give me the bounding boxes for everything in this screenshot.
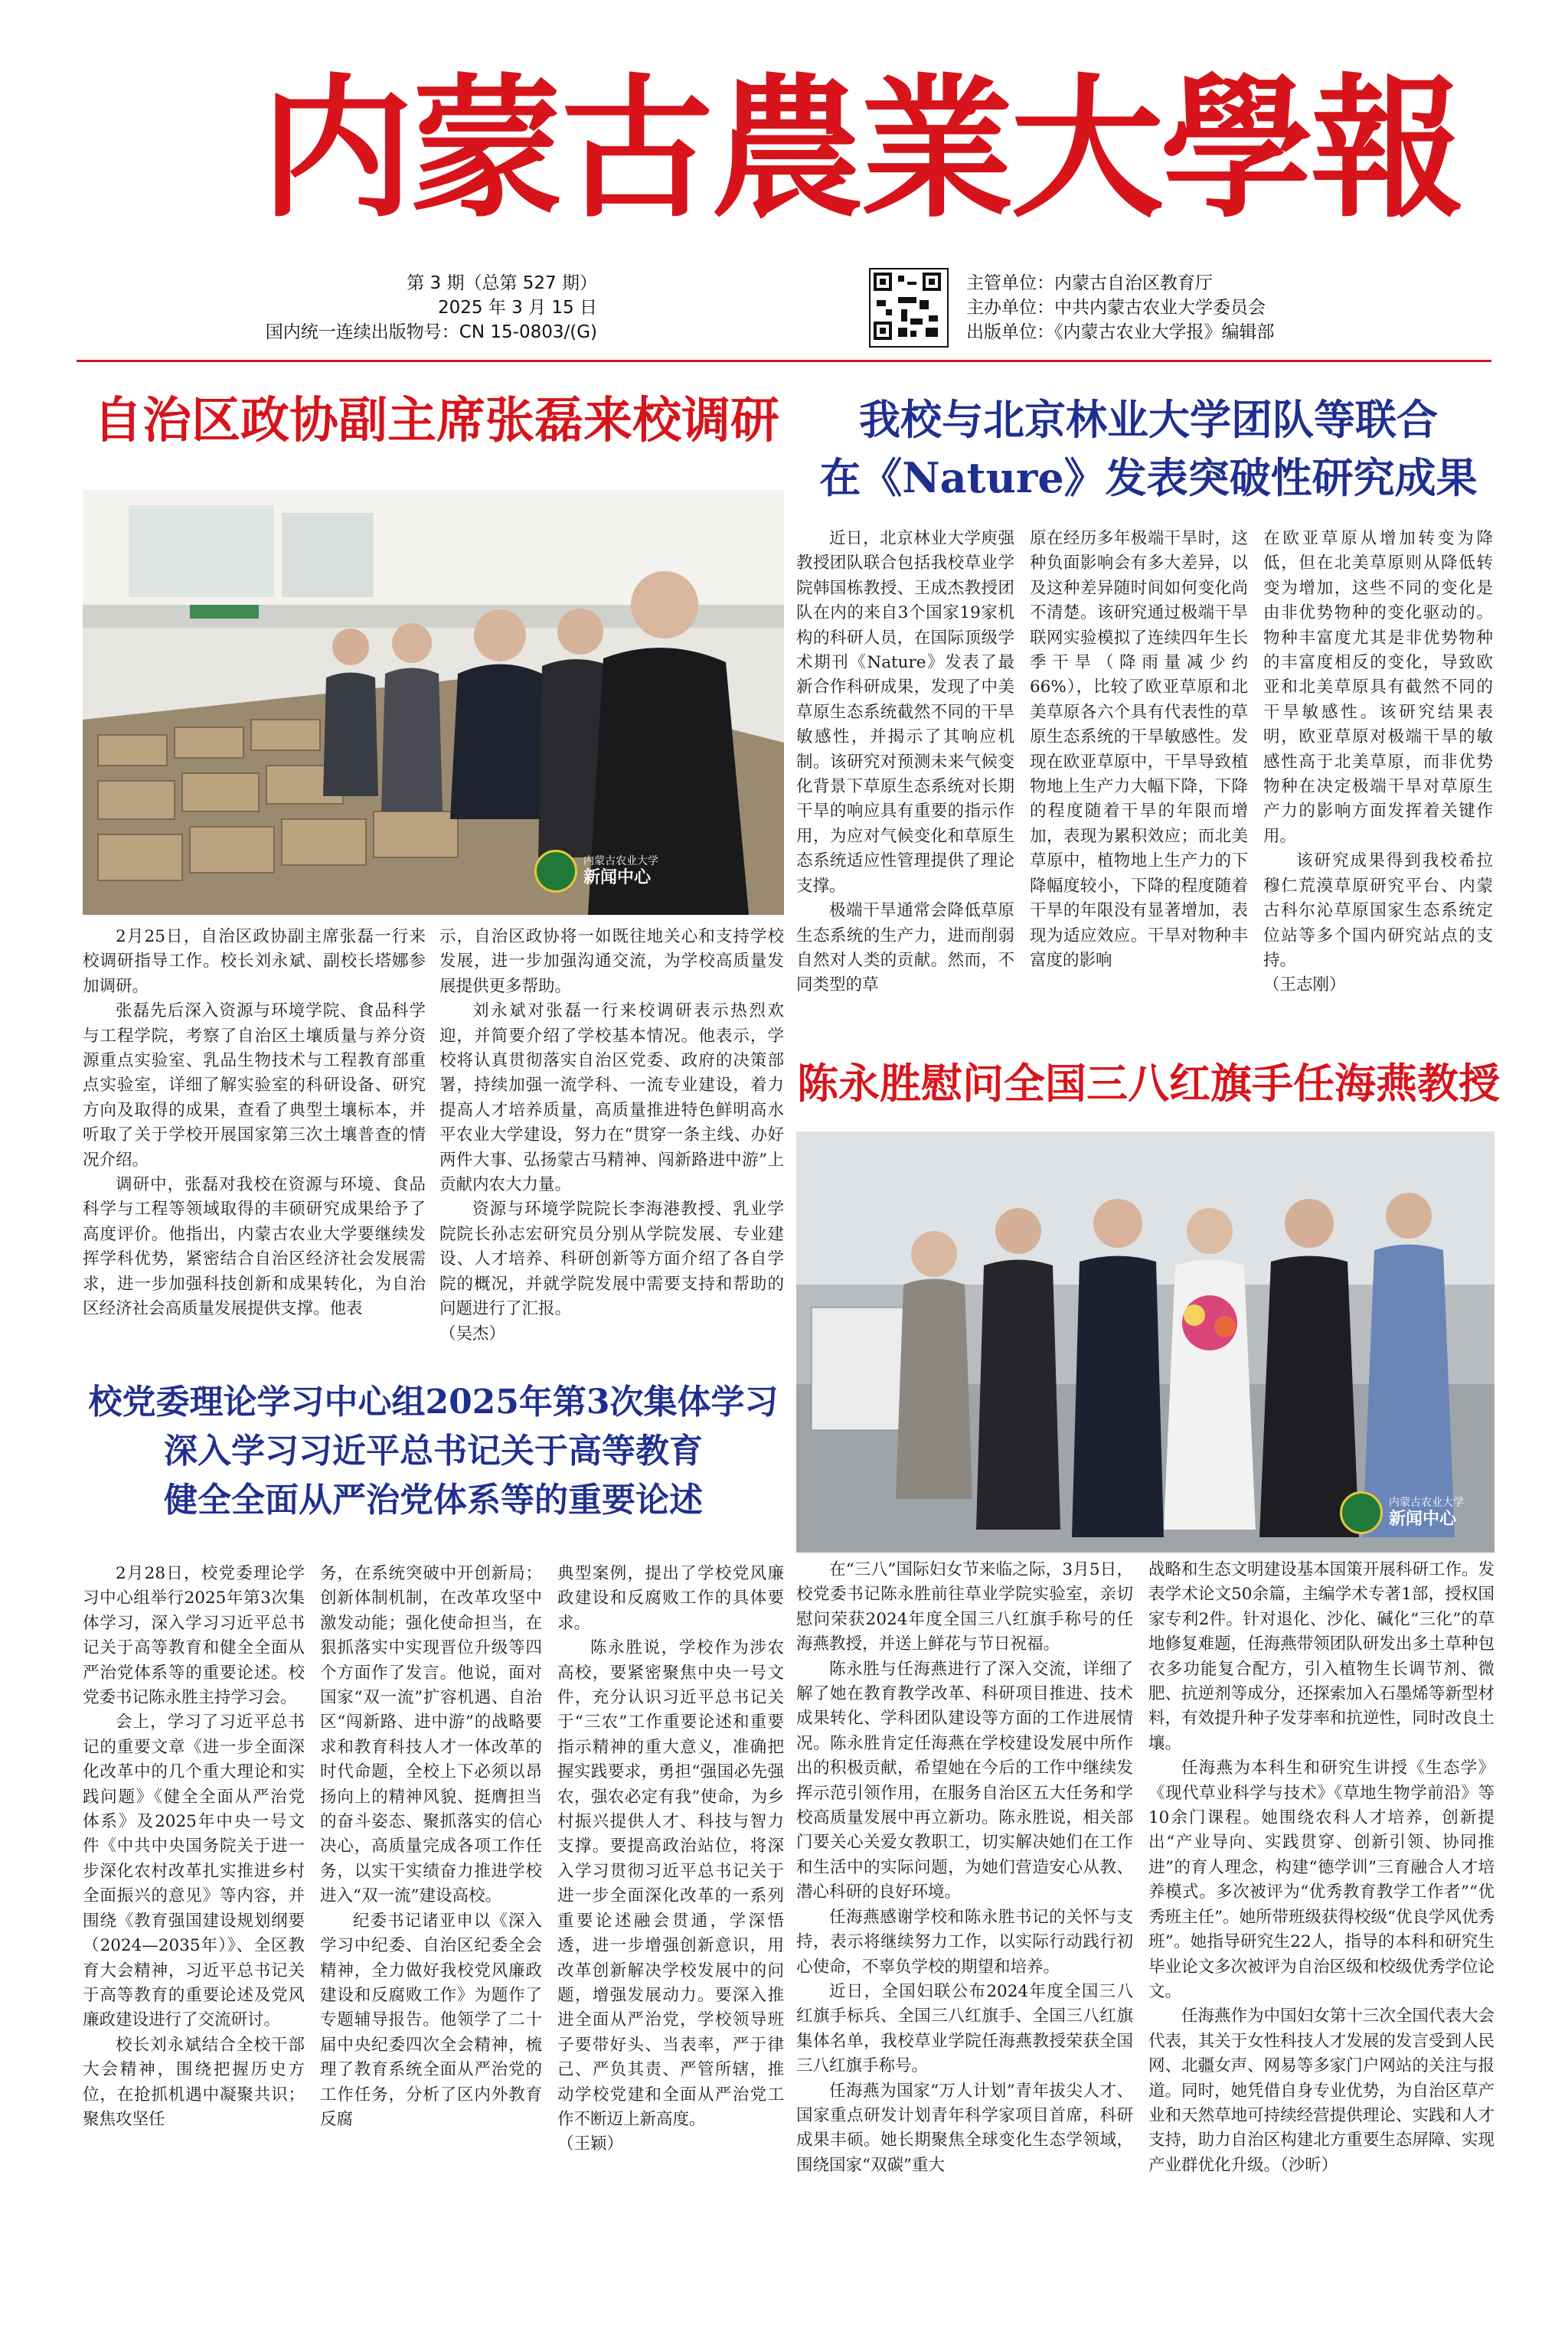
photo-badge-2: 内蒙古农业大学 新闻中心 <box>1340 1491 1464 1534</box>
article2-col3: 在欧亚草原从增加转变为降低，但在北美草原则从降低转变为增加，这些不同的变化是由非优势物种的变化驱动的。物种丰富度尤其是非优势物种的丰富度相反的变化，导致欧亚和北美草原具有截然不同的干旱敏感性。该研究结果表明，欧亚草原对极端干旱的敏感性高于北美草原，而非优势物种在决定极端干旱对草原生产力的影响方面发挥着关键作用。 该研究成果得到我校希拉穆仁荒漠草原研究平台、内蒙古科尔沁草原国家生态系统定位站等多个国内研究站点的支持。 （王志刚） <box>1263 527 1493 1040</box>
article4-col2: 务，在系统突破中开创新局；创新体制机制，在改革攻坚中激发动能；强化使命担当，在狠抓落实中实现晋位升级等四个方面作了发言。他说，面对国家“双一流”扩容机遇、自治区“闯新路、进中游”的战略要求和教育科技人才一体改革的时代命题，全校上下必须以昂扬向上的精神风貌、挺膺担当的奋斗姿态、聚抓落实的信心决心，高质量完成各项工作任务，以实干实绩奋力推进学校进入“双一流”建设高校。 纪委书记诸亚申以《深入学习中纪委、自治区纪委全会精神，全力做好我校党风廉政建设和反腐败工作》为题作了专题辅导报告。他领学了二十届中央纪委四次全会精神，梳理了教育系统全面从严治党的工作任务，分析了区内外教育反腐 <box>320 1564 542 2129</box>
sponsor-line: 主办单位：中共内蒙古农业大学委员会 <box>966 298 1266 318</box>
article4-col1: 2月28日，校党委理论学习中心组举行2025年第3次集体学习，深入学习习近平总书记关于高等教育和健全全面从严治党体系等的重要论述。校党委书记陈永胜主持学习会。 会上，学习了习近平总书记的重要文章《进一步全面深化改革中的几个重大理论和实践问题》《健全全面从严治党体系》及2025年中央一号文件《中共中央国务院关于进一步深化农村改革扎实推进乡村全面振兴的意见》等内容，并围绕《教育强国建设规划纲要（2024—2035年）》、全区教育大会精神，习近平总书记关于高等教育的重要论述及党风廉政建设进行了交流研讨。 校长刘永斌结合全校干部大会精神，围绕把握历史方位，在抢抓机遇中凝聚共识；聚焦攻坚任 <box>83 1564 305 2129</box>
article2-col1: 近日，北京林业大学庾强教授团队联合包括我校草业学院韩国栋教授、王成杰教授团队在内的来自3个国家19家机构的科研人员，在国际顶级学术期刊《Nature》发表了最新合作科研成果，发现了中美草原生态系统截然不同的干旱敏感性，并揭示了其响应机制。该研究对预测未来气候变化背景下草原生态系统对长期干旱的响应具有重要的指示作用，为应对气候变化和草原生态系统适应性管理提供了理论支撑。 极端干旱通常会降低草原生态系统的生产力，进而削弱自然对人类的贡献。然而，不同类型的草 <box>796 529 1014 995</box>
article1-col2: 示，自治区政协将一如既往地关心和支持学校发展，进一步加强沟通交流，为学校高质量发展提供更多帮助。 刘永斌对张磊一行来校调研表示热烈欢迎，并简要介绍了学校基本情况。他表示，学校将认真贯彻落实自治区党委、政府的决策部署，持续加强一流学科、一流专业建设，着力提高人才培养质量，高质量推进特色鲜明高水平农业大学建设，努力在“贯穿一条主线、办好两件大事、弘扬蒙古马精神、闯新路进中游”上贡献内农大力量。 资源与环境学院院长李海港教授、乳业学院院长孙志宏研究员分别从学院发展、专业建设、人才培养、科研创新等方面介绍了各自学院的概况，并就学院发展中需要支持和帮助的问题进行了汇报。 （吴杰） <box>439 925 784 1357</box>
article2-col2: 原在经历多年极端干旱时，这种负面影响会有多大差异，以及这种差异随时间如何变化尚不清楚。该研究通过极端干旱联网实验模拟了连续四年生长季干旱（降雨量减少约66%），比较了欧亚草原和北美草原各六个具有代表性的草原生态系统的干旱敏感性。发现在欧亚草原中，干旱导致植物地上生产力大幅下降，下降的程度随着干旱的年限而增加，表现为累积效应；而北美草原中，植物地上生产力的下降幅度较小，下降的程度随着干旱的年限没有显著增加，表现为适应效应。干旱对物种丰富度的影响 <box>1030 529 1248 970</box>
qr-code-icon[interactable] <box>869 268 949 348</box>
article4-headline-line1: 校党委理论学习中心组2025年第3次集体学习 <box>88 1383 779 1422</box>
article4-headline <box>83 1378 784 1525</box>
article3-headline: 陈永胜慰问全国三八红旗手任海燕教授 <box>797 1059 1500 1108</box>
article2-headline-line1: 我校与北京林业大学团队等联合 <box>859 395 1438 444</box>
issue-date: 2025 年 3 月 15 日 <box>438 298 597 318</box>
article2-headline <box>796 390 1501 507</box>
article4-col3: 典型案例，提出了学校党风廉政建设和反腐败工作的具体要求。 陈永胜说，学校作为涉农高校，要紧密聚焦中央一号文件，充分认识习近平总书记关于“三农”工作重要论述和重要指示精神的重大意义，准确把握实践要求，勇担“强国必先强农，强农必定有我”使命，为乡村振兴提供人才、科技与智力支撑。要提高政治站位，将深入学习贯彻习近平总书记关于进一步全面深化改革的一系列重要论述融会贯通，学深悟透，进一步增强创新意识，用改革创新解决学校发展中的问题，增强发展动力。要深入推进全面从严治党，学校领导班子要带好头、当表率，严于律己、严负其责、严管所辖，推动学校党建和全面从严治党工作不断迈上新高度。 （王颖） <box>557 1562 784 2316</box>
publisher-line: 出版单位：《内蒙古农业大学报》编辑部 <box>966 322 1275 342</box>
supervisor-line: 主管单位：内蒙古自治区教育厅 <box>966 273 1213 293</box>
masthead-title: 内蒙古農業大學報 <box>260 59 1462 239</box>
article4-byline: （王颖） <box>557 2134 624 2154</box>
issue-number: 第 3 期（总第 527 期） <box>407 273 597 293</box>
issue-info <box>253 271 597 344</box>
article3-col1: 在“三八”国际妇女节来临之际，3月5日，校党委书记陈永胜前往草业学院实验室，亲切慰问荣获2024年度全国三八红旗手称号的任海燕教授，并送上鲜花与节日祝福。 陈永胜与任海燕进行了深入交流，详细了解了她在教育教学改革、科研项目推进、技术成果转化、学科团队建设等方面的工作进展情况。陈永胜肯定任海燕在学校建设发展中所作出的积极贡献，希望她在今后的工作中继续发挥示范引领作用，在服务自治区五大任务和学校高质量发展中再立新功。陈永胜说，相关部门要关心关爱女教职工，切实解决她们在工作和生活中的实际问题，为她们营造安心从教、潜心科研的良好环境。 任海燕感谢学校和陈永胜书记的关怀与支持，表示将继续努力工作，以实际行动践行初心使命，不辜负学校的期望和培养。 近日，全国妇联公布2024年度全国三八红旗手标兵、全国三八红旗手、全国三八红旗集体名单，我校草业学院任海燕教授荣获全国三八红旗手称号。 任海燕为国家“万人计划”青年拔尖人才、国家重点研发计划青年科学家项目首席，科研成果丰硕。她长期聚焦全球变化生态学领域，围绕国家“双碳”重大 <box>796 1560 1133 2175</box>
article2-headline-line2: 在《Nature》发表突破性研究成果 <box>819 453 1478 502</box>
article1-photo <box>83 490 784 915</box>
article1-byline: （吴杰） <box>439 1324 506 1344</box>
photo-badge: 内蒙古农业大学 新闻中心 <box>534 850 658 893</box>
article4-headline-line3: 健全全面从严治党体系等的重要论述 <box>164 1481 703 1520</box>
news-center-logo-icon <box>534 850 577 893</box>
article3-photo <box>796 1131 1494 1553</box>
article1-col1: 2月25日，自治区政协副主席张磊一行来校调研指导工作。校长刘永斌、副校长塔娜参加调研。 张磊先后深入资源与环境学院、食品科学与工程学院，考察了自治区土壤质量与养分资源重点实验室、乳品生物技术与工程教育部重点实验室，详细了解实验室的科研设备、研究方向及取得的成果，查看了典型土壤标本，并听取了关于学校开展国家第三次土壤普查的情况介绍。 调研中，张磊对我校在资源与环境、食品科学与工程等领域取得的丰硕研究成果给予了高度评价。他指出，内蒙古农业大学要继续发挥学科优势，紧密结合自治区经济社会发展需求，进一步加强科技创新和成果转化，为自治区经济社会高质量发展提供支撑。他表 <box>83 927 426 1319</box>
serial-number: 国内统一连续出版物号：CN 15-0803/(G) <box>265 322 597 342</box>
publisher-info <box>966 271 1395 344</box>
article1-headline: 自治区政协副主席张磊来校调研 <box>93 392 779 449</box>
article4-headline-line2: 深入学习习近平总书记关于高等教育 <box>164 1432 703 1471</box>
masthead-rule <box>77 360 1491 362</box>
news-center-logo-icon <box>1340 1491 1383 1534</box>
article3-col2: 战略和生态文明建设基本国策开展科研工作。发表学术论文50余篇，主编学术专著1部，授权国家专利2件。针对退化、沙化、碱化“三化”的草地修复难题，任海燕带领团队研发出多土草种包衣多功能复合配方，引入植物生长调节剂、微肥、抗逆剂等成分，还探索加入石墨烯等新型材料，有效提升种子发芽率和抗逆性，同时改良土壤。 任海燕为本科生和研究生讲授《生态学》《现代草业科学与技术》《草地生物学前沿》等10余门课程。她围绕农科人才培养，创新提出“产业导向、实践贯穿、创新引领、协同推进”的育人理念，构建“德学训”三育融合人才培养模式。多次被评为“优秀教育教学工作者”“优秀班主任”。她所带班级获得校级“优良学风优秀班”。她指导研究生22人，指导的本科和研究生毕业论文多次被评为自治区级和校级优秀学位论文。 任海燕作为中国妇女第十三次全国代表大会代表，其关于女性科技人才发展的发言受到人民网、北疆女声、网易等多家门户网站的关注与报道。同时，她凭借自身专业优势，为自治区草产业和天然草地可持续经营提供理论、实践和人才支持，助力自治区构建北方重要生态屏障、实现产业群优化升级。（沙昕） <box>1148 1560 1494 2175</box>
article2-byline: （王志刚） <box>1263 975 1346 995</box>
